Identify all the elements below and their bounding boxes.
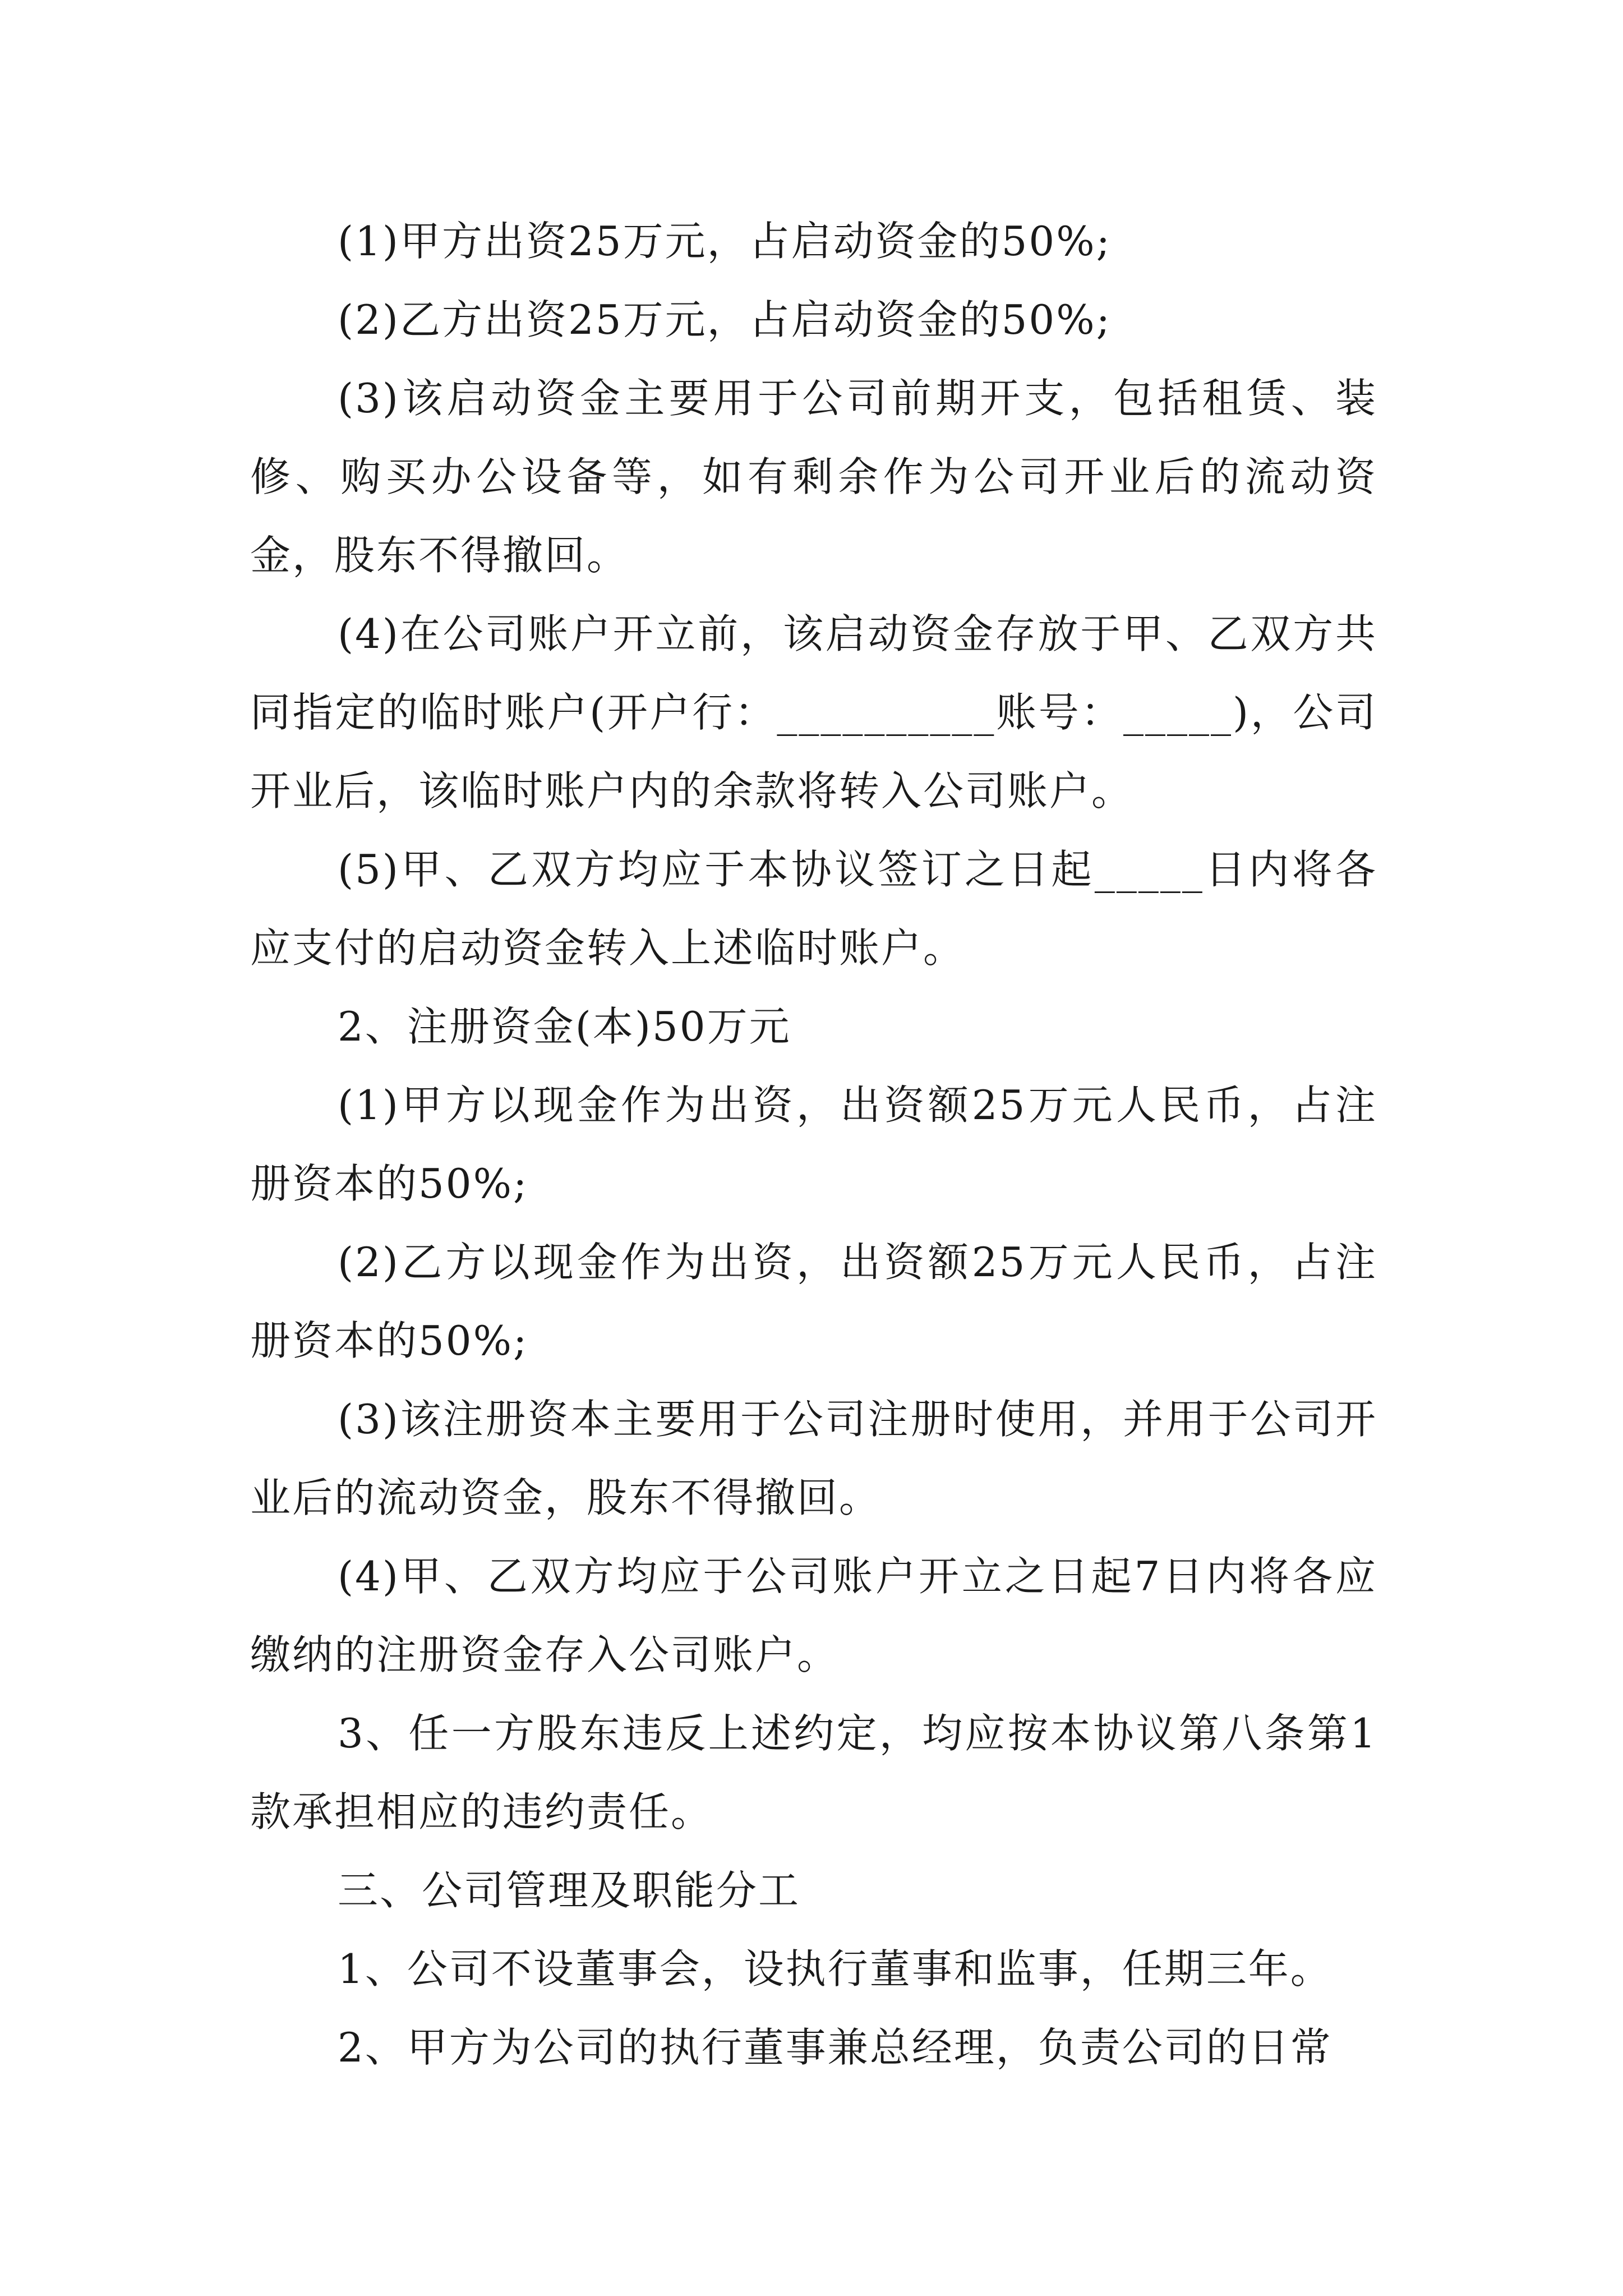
- clause-paragraph: (4)在公司账户开立前，该启动资金存放于甲、乙双方共同指定的临时账户(开户行：__________账号：_____)，公司开业后，该临时账户内的余款将转入公司账户。: [250, 610, 1377, 815]
- clause-paragraph: (3)该启动资金主要用于公司前期开支，包括租赁、装修、购买办公设备等，如有剩余作为公司开业后的流动资金，股东不得撤回。: [250, 375, 1377, 579]
- section-heading: 三、公司管理及职能分工: [338, 1867, 801, 1914]
- clause-paragraph: 2、甲方为公司的执行董事兼总经理，负责公司的日常: [338, 2024, 1332, 2071]
- clause-paragraph: (2)乙方出资25万元，占启动资金的50%;: [338, 296, 1112, 343]
- clause-paragraph: (5)甲、乙双方均应于本协议签订之日起_____日内将各应支付的启动资金转入上述临时账户。: [250, 846, 1377, 972]
- document-body: [250, 202, 1377, 2087]
- clause-paragraph: 1、公司不设董事会，设执行董事和监事，任期三年。: [338, 1945, 1332, 1993]
- clause-paragraph: 3、任一方股东违反上述约定，均应按本协议第八条第1款承担相应的违约责任。: [250, 1710, 1377, 1835]
- clause-paragraph: (1)甲方以现金作为出资，出资额25万元人民币，占注册资本的50%;: [250, 1082, 1377, 1207]
- clause-paragraph: (3)该注册资本主要用于公司注册时使用，并用于公司开业后的流动资金，股东不得撤回。: [250, 1396, 1377, 1521]
- clause-paragraph: (4)甲、乙双方均应于公司账户开立之日起7日内将各应缴纳的注册资金存入公司账户。: [250, 1553, 1377, 1678]
- section-heading: 2、注册资金(本)50万元: [338, 1003, 791, 1050]
- clause-paragraph: (2)乙方以现金作为出资，出资额25万元人民币，占注册资本的50%;: [250, 1239, 1377, 1364]
- clause-paragraph: (1)甲方出资25万元，占启动资金的50%;: [338, 218, 1112, 265]
